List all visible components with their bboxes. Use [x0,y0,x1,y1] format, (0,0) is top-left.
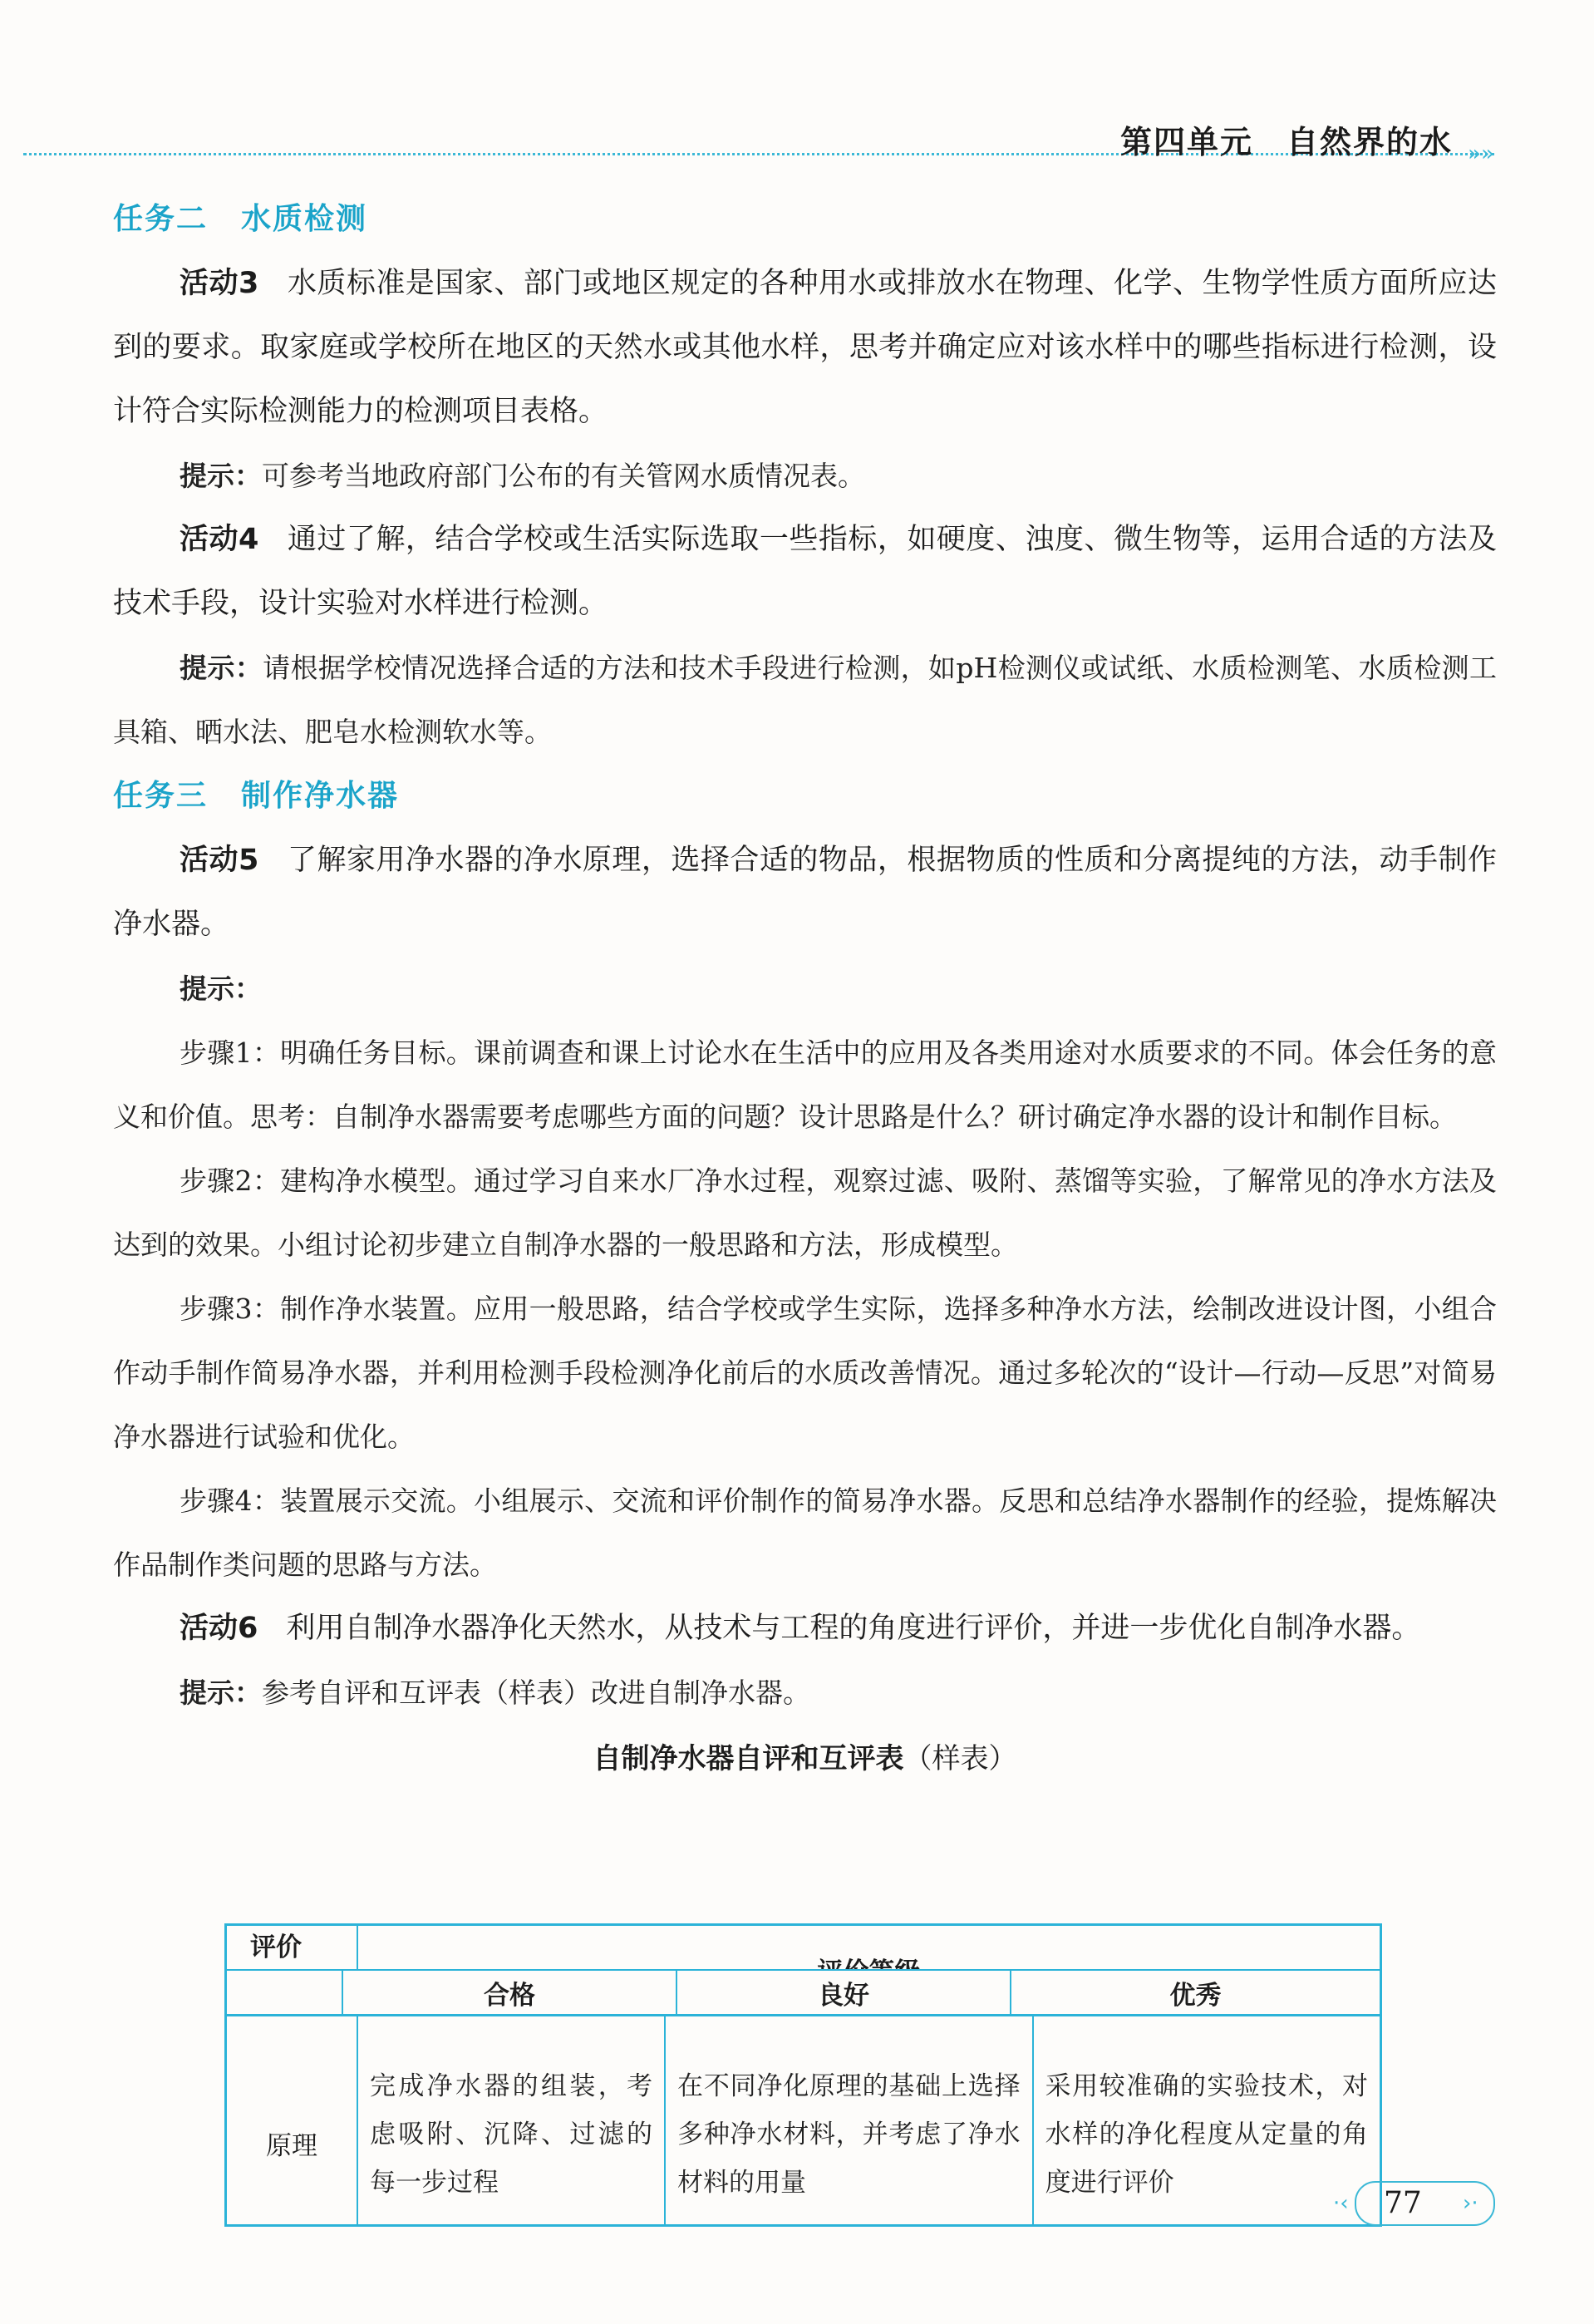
page-header [23,116,1494,166]
task-label: 任务二 [113,202,209,236]
level-good: 良好 [676,1970,1011,2016]
level-cell-excellent: 采用较准确的实验技术，对水样的净化程度从定量的角度进行评价 [1033,2013,1381,2226]
activity-label: 活动3 [180,267,259,300]
activity-label: 活动4 [180,523,259,556]
activity-text: 了解家用净水器的净水原理，选择合适的物品，根据物质的性质和分离提纯的方法，动手制作净水器。 [113,844,1497,941]
level-header-row [226,1970,1381,2016]
activity-text: 利用自制净水器净化天然水，从技术与工程的角度进行评价，并进一步优化自制净水器。 [286,1612,1421,1645]
task-heading-3 [113,764,1497,829]
level-excellent: 优秀 [1011,1970,1381,2016]
hint-label: 提示： [180,972,262,1005]
task-title: 制作净水器 [241,779,400,813]
step-2: 步骤2：建构净水模型。通过学习自来水厂净水过程，观察过滤、吸附、蒸馏等实验，了解常见的净水方法及达到的效果。小组讨论初步建立自制净水器的一般思路和方法，形成模型。 [113,1164,1497,1261]
table-caption-main: 自制净水器自评和互评表 [593,1742,904,1775]
hint-3 [113,444,1497,508]
level-cell-good: 在不同净化原理的基础上选择多种净水材料，并考虑了净水材料的用量 [665,2013,1033,2226]
activity-4 [113,508,1497,636]
header-arrows-icon: »» [1468,141,1494,166]
activity-3 [113,252,1497,444]
evaluation-level-headers [224,1969,1382,2016]
hint-6 [113,1661,1497,1725]
dimension-header-line1: 评价 [250,1933,302,1962]
level-empty [226,1970,343,2016]
dimension-cell: 原理 [226,2013,358,2226]
activity-text: 水质标准是国家、部门或地区规定的各种用水或排放水在物理、化学、生物学性质方面所应达到的要求。取家庭或学校所在地区的天然水或其他水样，思考并确定应对该水样中的哪些指标进行检测，设计符合实际检测能力的检测项目表格。 [113,267,1497,428]
hint-text: 可参考当地政府部门公布的有关管网水质情况表。 [262,460,865,492]
page-number-left-dots-icon: ·‹ [1333,2191,1349,2216]
activity-text: 通过了解，结合学校或生活实际选取一些指标，如硬度、浊度、微生物等，运用合适的方法及技术手段，设计实验对水样进行检测。 [113,523,1497,620]
hint-text: 参考自评和互评表（样表）改进自制净水器。 [262,1677,810,1709]
hint-5 [113,957,1497,1021]
step-4: 步骤4：装置展示交流。小组展示、交流和评价制作的简易净水器。反思和总结净水器制作的经验，提炼解决作品制作类问题的思路与方法。 [113,1485,1497,1581]
hint-text: 请根据学校情况选择合适的方法和技术手段进行检测，如pH检测仪或试纸、水质检测笔、水质检测工具箱、晒水法、肥皂水检测软水等。 [113,652,1498,748]
step-3: 步骤3：制作净水装置。应用一般思路，结合学校或学生实际，选择多种净水方法，绘制改进设计图，小组合作动手制作简易净水器，并利用检测手段检测净化前后的水质改善情况。通过多轮次的“设计—行动—反思”对简易净水器进行试验和优化。 [113,1292,1497,1453]
activity-label: 活动5 [180,844,259,877]
page-number-right-dots-icon: ›· [1463,2191,1478,2216]
main-content [113,187,1497,1788]
activity-5 [113,829,1497,957]
step-1: 步骤1：明确任务目标。课前调查和课上讨论水在生活中的应用及各类用途对水质要求的不同。体会任务的意义和价值。思考：自制净水器需要考虑哪些方面的问题？设计思路是什么？研讨确定净水器的设计和制作目标。 [113,1036,1497,1133]
level-cell-pass: 完成净水器的组装，考虑吸附、沉降、过滤的每一步过程 [357,2013,665,2226]
header-title: 第四单元 自然界的水 [1119,124,1453,160]
table-caption [113,1730,1497,1788]
hint-label: 提示： [180,1677,262,1709]
activity-label: 活动6 [180,1612,258,1645]
hint-4 [113,636,1497,764]
activity-6 [113,1597,1497,1661]
task-title: 水质检测 [241,202,368,236]
task-label: 任务三 [113,779,209,813]
hint-label: 提示： [180,652,263,684]
table-row [226,2013,1381,2226]
level-pass: 合格 [342,1970,676,2016]
task-heading-2 [113,187,1497,252]
table-caption-suffix: （样表） [903,1742,1017,1775]
page-number: 77 [1384,2186,1422,2220]
hint-label: 提示： [180,460,262,492]
